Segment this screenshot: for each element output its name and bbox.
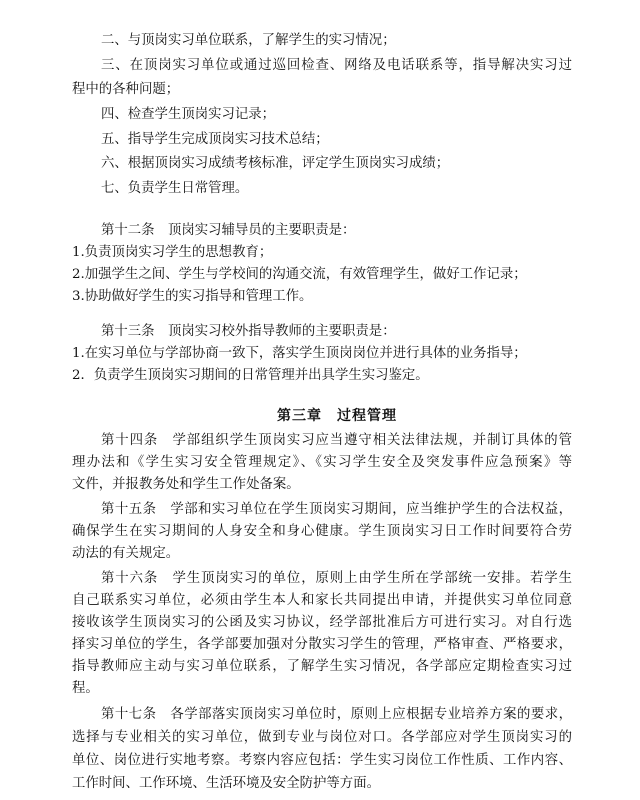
- article-13-item-2: 2．负责学生顶岗实习期间的日常管理并出具学生实习鉴定。: [72, 368, 429, 383]
- article-12-item-2: 2.加强学生之间、学生与学校间的沟通交流，有效管理学生，做好工作记录；: [72, 267, 527, 282]
- article-14-line-1: 第十四条 学部组织学生顶岗实习应当遵守相关法律法规，并制订具体的管: [101, 433, 572, 448]
- article-16-line-4: 择实习单位的学生，各学部要加强对分散实习学生的管理，严格审查、严格要求，: [72, 637, 572, 652]
- article-16-line-5: 指导教师应主动与实习单位联系，了解学生实习情况，各学部应定期检查实习过: [72, 659, 572, 674]
- duty-item-2: 二、与顶岗实习单位联系，了解学生的实习情况；: [101, 33, 396, 48]
- duty-item-7: 七、负责学生日常管理。: [101, 181, 249, 196]
- article-14-line-3: 文件，并报教务处和学生工作处备案。: [72, 477, 300, 492]
- article-12-heading: 第十二条 顶岗实习辅导员的主要职责是：: [101, 223, 356, 238]
- article-17-line-4: 工作时间、工作环境、生活环境及安全防护等方面。: [72, 776, 380, 791]
- duty-item-6: 六、根据顶岗实习成绩考核标准，评定学生顶岗实习成绩；: [101, 156, 450, 171]
- article-16-line-2: 自己联系实习单位，必须由学生本人和家长共同提出申请，并提供实习单位同意: [72, 593, 572, 608]
- article-17-line-2: 选择与专业相关的实习单位，做到专业与岗位对口。各学部应对学生顶岗实习的: [72, 730, 572, 745]
- article-15-line-1: 第十五条 学部和实习单位在学生顶岗实习期间，应当维护学生的合法权益，: [101, 502, 572, 517]
- article-14-line-2: 理办法和《学生实习安全管理规定》、《实习学生安全及突发事件应急预案》等: [72, 455, 572, 470]
- article-17-line-3: 单位、岗位进行实地考察。考察内容应包括：学生实习岗位工作性质、工作内容、: [72, 753, 572, 768]
- article-16-line-1: 第十六条 学生顶岗实习的单位，原则上由学生所在学部统一安排。若学生: [101, 571, 572, 586]
- duty-item-4: 四、检查学生顶岗实习记录；: [101, 107, 276, 122]
- article-13-item-1: 1.在实习单位与学部协商一致下，落实学生顶岗岗位并进行具体的业务指导；: [72, 346, 527, 361]
- article-12-item-1: 1.负责顶岗实习学生的思想教育；: [72, 245, 273, 260]
- chapter-3-title: 第三章 过程管理: [277, 408, 397, 424]
- duty-item-3-line-2: 程中的各种问题；: [72, 82, 180, 97]
- article-16-line-6: 程。: [72, 681, 99, 696]
- article-13-heading: 第十三条 顶岗实习校外指导教师的主要职责是：: [101, 324, 396, 339]
- article-16-line-3: 接收该学生顶岗实习的公函及实习协议，经学部批准后方可进行实习。对自行选: [72, 615, 572, 630]
- article-15-line-3: 动法的有关规定。: [72, 546, 180, 561]
- article-15-line-2: 确保学生在实习期间的人身安全和身心健康。学生顶岗实习日工作时间要符合劳: [72, 524, 572, 539]
- article-17-line-1: 第十七条 各学部落实顶岗实习单位时，原则上应根据专业培养方案的要求，: [101, 707, 572, 722]
- article-12-item-3: 3.协助做好学生的实习指导和管理工作。: [72, 289, 313, 304]
- duty-item-3-line-1: 三、在顶岗实习单位或通过巡回检查、网络及电话联系等，指导解决实习过: [101, 58, 572, 73]
- duty-item-5: 五、指导学生完成顶岗实习技术总结；: [101, 132, 329, 147]
